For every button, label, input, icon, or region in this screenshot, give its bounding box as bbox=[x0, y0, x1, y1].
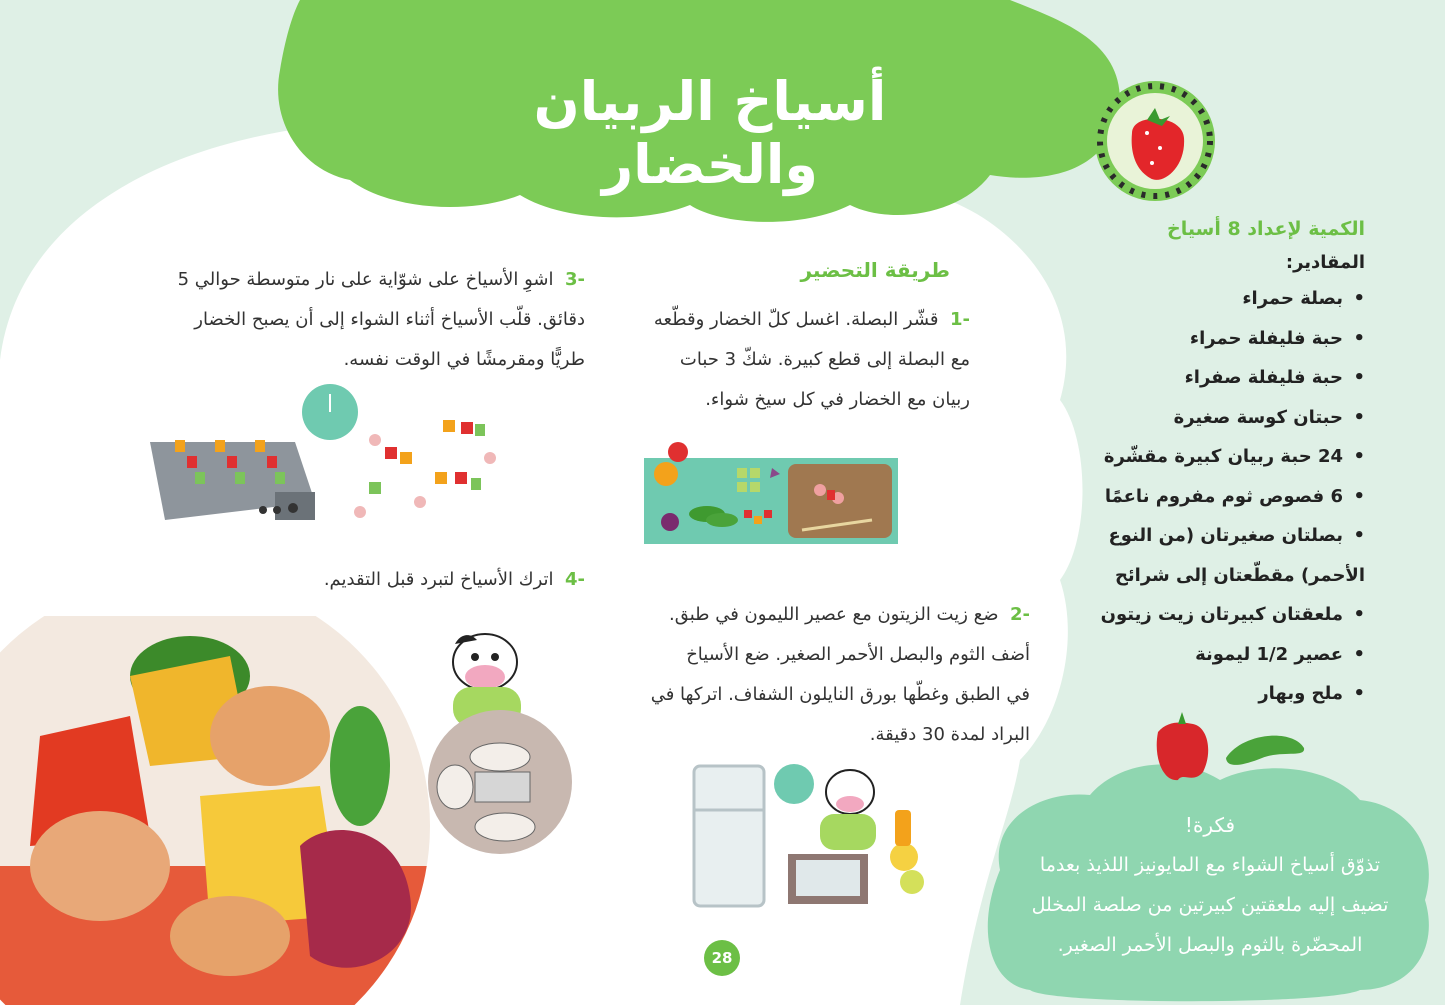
list-item: • حبة فليفلة حمراء bbox=[1065, 319, 1365, 359]
step-text: مع البصلة إلى قطع كبيرة. شكّ 3 حبات bbox=[679, 349, 970, 370]
recipe-title: أسياخ الربيان والخضار bbox=[533, 70, 887, 196]
step-3 bbox=[130, 260, 585, 380]
list-item: • عصير 1/2 ليمونة bbox=[1065, 635, 1365, 675]
pepper-icon bbox=[1148, 712, 1214, 784]
list-item: • ملعقتان كبيرتان زيت زيتون bbox=[1065, 595, 1365, 635]
step-text: دقائق. قلّب الأسياخ أثناء الشواء إلى أن يصبح الخضار bbox=[194, 309, 585, 330]
tip-title: فكرة! bbox=[1184, 813, 1236, 837]
step-1 bbox=[600, 300, 970, 420]
ingredients-panel bbox=[1065, 218, 1365, 714]
list-item: • ملح وبهار bbox=[1065, 674, 1365, 714]
tip-text: تضيف إليه ملعقتين كبيرتين من صلصة المخلل bbox=[1031, 894, 1389, 916]
fridge-icon bbox=[690, 762, 940, 912]
step-number: -4 bbox=[564, 569, 585, 590]
ingredients-heading: المقادير: bbox=[1285, 252, 1365, 273]
step-text: قشّر البصلة. اغسل كلّ الخضار وقطّعه bbox=[653, 309, 939, 330]
list-item: • بصلة حمراء bbox=[1065, 279, 1365, 319]
ingredients-list bbox=[1065, 279, 1365, 714]
tip-box bbox=[1010, 805, 1410, 965]
step-text: ربيان مع الخضار في كل سيخ شواء. bbox=[705, 389, 970, 410]
shrimp-skewer-photo bbox=[0, 616, 432, 1005]
step-text: أضف الثوم والبصل الأحمر الصغير. ضع الأسياخ bbox=[686, 644, 1030, 665]
step-4 bbox=[200, 560, 585, 600]
tip-text: تذوّق أسياخ الشواء مع المايونيز اللذيذ بعدما bbox=[1039, 854, 1381, 876]
tomato-icon bbox=[1092, 78, 1218, 204]
list-item: • 6 فصوص ثوم مفروم ناعمًا bbox=[1065, 477, 1365, 517]
step-text: اشوِ الأسياخ على شوّاية على نار متوسطة حوالي 5 bbox=[177, 269, 554, 290]
cucumber-icon bbox=[1222, 728, 1308, 772]
servings-label: الكمية لإعداد 8 أسياخ bbox=[1167, 218, 1365, 240]
step-number: -3 bbox=[564, 269, 585, 290]
cow-icon bbox=[425, 622, 573, 862]
step-text: البراد لمدة 30 دقيقة. bbox=[869, 724, 1030, 745]
step-text: ضع زيت الزيتون مع عصير الليمون في طبق. bbox=[669, 604, 999, 625]
list-item: • حبتان كوسة صغيرة bbox=[1065, 398, 1365, 438]
grill-icon bbox=[145, 382, 510, 532]
tip-text: المحضّرة بالثوم والبصل الأحمر الصغير. bbox=[1057, 934, 1363, 956]
step-text: اترك الأسياخ لتبرد قبل التقديم. bbox=[323, 569, 554, 590]
step-text: في الطبق وغطّها بورق النايلون الشفاف. اتركها في bbox=[650, 684, 1030, 705]
list-item: • بصلتان صغيرتان (من النوع bbox=[1065, 516, 1365, 556]
cutting-board-icon bbox=[642, 440, 900, 546]
step-number: -2 bbox=[1009, 604, 1030, 625]
page-number: 28 bbox=[704, 940, 740, 976]
list-item: • حبة فليفلة صفراء bbox=[1065, 358, 1365, 398]
list-item: • 24 حبة ربيان كبيرة مقشّرة bbox=[1065, 437, 1365, 477]
step-number: -1 bbox=[949, 309, 970, 330]
step-2 bbox=[580, 595, 1030, 755]
list-item: الأحمر) مقطّعتان إلى شرائح bbox=[1114, 564, 1365, 586]
method-heading: طريقة التحضير bbox=[800, 258, 950, 282]
step-text: طريًّا ومقرمشًا في الوقت نفسه. bbox=[343, 349, 585, 370]
